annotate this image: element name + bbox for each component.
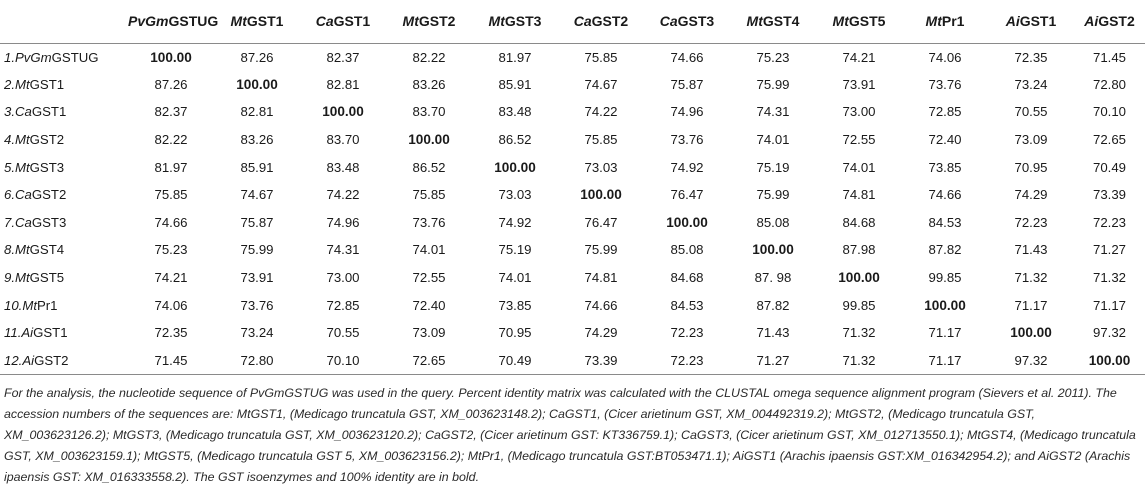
row-label-suffix: GST3: [29, 159, 65, 175]
identity-cell: 75.85: [154, 187, 188, 203]
column-header-suffix: Pr1: [941, 13, 965, 30]
identity-cell: 83.26: [412, 76, 446, 92]
row-label-suffix: GST2: [31, 187, 67, 203]
identity-cell: 84.68: [842, 214, 876, 230]
identity-cell-diagonal: 100.00: [236, 76, 278, 92]
identity-cell: 71.43: [756, 325, 790, 341]
identity-cell: 74.96: [326, 214, 360, 230]
row-label-prefix: 6.Ca: [4, 187, 32, 203]
row-label: [0, 264, 128, 292]
identity-cell: 75.87: [240, 214, 274, 230]
identity-cell: 85.91: [240, 159, 274, 175]
table-row: [0, 126, 1145, 154]
table-row: [0, 264, 1145, 292]
identity-cell: 73.76: [240, 297, 274, 313]
column-header-suffix: GST2: [1098, 13, 1135, 30]
identity-cell: 73.76: [670, 132, 704, 148]
identity-cell: 74.06: [154, 297, 188, 313]
identity-cell: 74.29: [1014, 187, 1048, 203]
identity-cell: 71.17: [902, 347, 988, 375]
column-header: [386, 0, 472, 43]
identity-cell: 74.21: [842, 49, 876, 65]
identity-cell: 85.91: [498, 76, 532, 92]
identity-cell: 75.19: [498, 242, 532, 258]
table-row: [0, 236, 1145, 264]
identity-cell: 72.40: [928, 132, 962, 148]
row-label-suffix: GST4: [29, 242, 65, 258]
column-header-prefix: Mt: [230, 13, 247, 30]
identity-cell: 74.01: [412, 242, 446, 258]
identity-cell: 75.99: [756, 76, 790, 92]
table-row: [0, 98, 1145, 126]
identity-cell: 73.39: [558, 347, 644, 375]
row-label: [0, 71, 128, 99]
identity-cell: 74.92: [498, 214, 532, 230]
identity-cell: 99.85: [928, 270, 962, 286]
identity-cell: 74.22: [326, 187, 360, 203]
column-header-suffix: GST2: [418, 13, 456, 30]
column-header-prefix: Ai: [1005, 13, 1020, 30]
identity-cell: 97.32: [988, 347, 1074, 375]
row-label-prefix: 12.Ai: [4, 352, 35, 368]
table-header-row: [0, 0, 1145, 43]
identity-cell-diagonal: 100.00: [1074, 347, 1145, 375]
identity-cell: 70.95: [1014, 159, 1048, 175]
identity-cell: 75.23: [756, 49, 790, 65]
column-header-prefix: Mt: [402, 13, 419, 30]
identity-cell: 73.91: [240, 270, 274, 286]
identity-cell: 73.24: [240, 325, 274, 341]
identity-cell: 87.26: [154, 76, 188, 92]
column-header-suffix: GST3: [677, 13, 715, 30]
identity-cell-diagonal: 100.00: [666, 214, 708, 230]
identity-cell: 83.48: [498, 104, 532, 120]
identity-cell: 73.85: [498, 297, 532, 313]
identity-cell: 72.35: [1014, 49, 1048, 65]
identity-cell: 72.65: [1092, 132, 1126, 148]
identity-cell: 72.35: [154, 325, 188, 341]
identity-cell: 72.85: [928, 104, 962, 120]
identity-cell: 74.01: [842, 159, 876, 175]
identity-cell: 72.23: [670, 325, 704, 341]
row-label: [0, 291, 128, 319]
column-header-prefix: Ai: [1084, 13, 1099, 30]
identity-cell-diagonal: 100.00: [494, 159, 536, 175]
row-label-suffix: GST2: [29, 132, 65, 148]
identity-cell-diagonal: 100.00: [150, 49, 192, 65]
identity-cell: 74.81: [584, 270, 618, 286]
identity-cell: 71.32: [842, 325, 876, 341]
row-label-suffix: GST5: [29, 270, 65, 286]
identity-cell: 71.27: [1092, 242, 1126, 258]
column-header-suffix: GST5: [848, 13, 886, 30]
identity-cell: 74.01: [756, 132, 790, 148]
row-label: [0, 347, 128, 375]
identity-cell: 74.21: [154, 270, 188, 286]
row-label: [0, 319, 128, 347]
identity-cell: 85.08: [670, 242, 704, 258]
row-label-prefix: 9.Mt: [4, 270, 30, 286]
table-row: [0, 43, 1145, 71]
identity-cell: 82.22: [154, 132, 188, 148]
identity-cell: 74.81: [842, 187, 876, 203]
row-label-prefix: 10.Mt: [4, 297, 37, 313]
identity-cell: 73.00: [326, 270, 360, 286]
identity-cell: 87.98: [842, 242, 876, 258]
row-label: [0, 209, 128, 237]
identity-cell: 87.82: [756, 297, 790, 313]
column-header: [644, 0, 730, 43]
row-label-prefix: 1.PvGm: [4, 49, 52, 65]
identity-cell: 75.85: [412, 187, 446, 203]
identity-cell: 74.31: [326, 242, 360, 258]
column-header: [300, 0, 386, 43]
identity-cell: 73.03: [584, 159, 618, 175]
row-label: [0, 126, 128, 154]
identity-cell: 71.32: [1014, 270, 1048, 286]
row-label-prefix: 5.Mt: [4, 159, 30, 175]
identity-cell: 74.01: [498, 270, 532, 286]
identity-cell: 75.85: [584, 49, 618, 65]
row-label-suffix: GST2: [34, 352, 69, 368]
identity-cell-diagonal: 100.00: [1010, 325, 1052, 341]
column-header: [128, 0, 219, 43]
identity-cell: 74.66: [928, 187, 962, 203]
table-row: [0, 181, 1145, 209]
identity-cell: 74.92: [670, 159, 704, 175]
identity-cell: 72.80: [214, 347, 300, 375]
identity-cell: 75.19: [756, 159, 790, 175]
identity-cell: 83.70: [412, 104, 446, 120]
identity-cell: 70.55: [326, 325, 360, 341]
table-row: [0, 319, 1145, 347]
identity-cell: 75.99: [756, 187, 790, 203]
column-header: [558, 0, 644, 43]
identity-cell: 72.23: [644, 347, 730, 375]
identity-cell: 83.70: [326, 132, 360, 148]
identity-cell: 74.66: [670, 49, 704, 65]
column-header-suffix: GST4: [762, 13, 800, 30]
column-header-prefix: Ca: [573, 13, 592, 30]
identity-cell: 74.29: [584, 325, 618, 341]
column-header-prefix: Ca: [315, 13, 334, 30]
column-header-suffix: GST1: [333, 13, 371, 30]
identity-cell: 71.17: [1014, 297, 1048, 313]
identity-cell: 70.10: [1092, 104, 1126, 120]
identity-cell: 97.32: [1092, 325, 1126, 341]
row-label-prefix: 8.Mt: [4, 242, 30, 258]
identity-cell: 87.82: [928, 242, 962, 258]
identity-cell: 82.81: [326, 76, 360, 92]
identity-cell: 82.22: [412, 49, 446, 65]
identity-cell: 71.32: [1092, 270, 1126, 286]
table-row: [0, 347, 1145, 375]
identity-cell: 71.17: [928, 325, 962, 341]
identity-cell: 71.27: [730, 347, 816, 375]
identity-cell: 70.10: [300, 347, 386, 375]
header-corner: [0, 0, 128, 43]
column-header: [472, 0, 558, 43]
identity-cell: 75.87: [670, 76, 704, 92]
table-footnote: For the analysis, the nucleotide sequence of PvGmGSTUG was used in the query. Percent identity matrix was calculated with the CLUSTAL omega sequence alignment program (Sievers et al. 2011). The accession numbers of the sequences are: MtGST1, (Medicago truncatula GST, XM_003623148.2); CaGST1, (Cicer arietinum GST, XM_004492319.2); MtGST2, (Medicago truncatula GST, XM_003623126.2); MtGST3, (Medicago truncatula GST, XM_003623120.2); CaGST2, (Cicer arietinum GST: KT336759.1); CaGST3, (Cicer arietinum GST, XM_012713550.1); MtGST4, (Medicago truncatula GST, XM_003623159.1); MtGST5, (Medicago truncatula GST 5, XM_003623156.2); MtPr1, (Medicago truncatula GST:BT053471.1); AiGST1 (Arachis ipaensis GST:XM_016342954.2); and AiGST2 (Arachis ipaensis GST: XM_016333558.2). The GST isoenzymes and 100% identity are in bold.: [4, 386, 1136, 484]
column-header-suffix: GSTUG: [168, 13, 219, 30]
row-label-prefix: 7.Ca: [4, 214, 32, 230]
identity-cell: 73.24: [1014, 76, 1048, 92]
row-label-prefix: 2.Mt: [4, 76, 30, 92]
identity-cell-diagonal: 100.00: [924, 297, 966, 313]
identity-cell: 86.52: [498, 132, 532, 148]
identity-cell: 73.85: [928, 159, 962, 175]
column-header-prefix: Mt: [746, 13, 763, 30]
identity-cell: 75.85: [584, 132, 618, 148]
column-header-prefix: Mt: [832, 13, 849, 30]
row-label-prefix: 3.Ca: [4, 104, 32, 120]
table-row: [0, 291, 1145, 319]
identity-cell: 73.09: [412, 325, 446, 341]
column-header: [902, 0, 988, 43]
row-label-suffix: GST3: [31, 214, 67, 230]
column-header: [214, 0, 300, 43]
identity-cell: 71.45: [128, 347, 214, 375]
identity-cell: 74.06: [928, 49, 962, 65]
column-header: [1074, 0, 1145, 43]
identity-cell: 75.23: [154, 242, 188, 258]
identity-cell: 73.03: [498, 187, 532, 203]
identity-cell: 85.08: [756, 214, 790, 230]
identity-cell: 72.85: [326, 297, 360, 313]
row-label-prefix: 11.Ai: [4, 325, 34, 341]
identity-cell: 87. 98: [754, 270, 792, 286]
identity-cell: 71.17: [1092, 297, 1126, 313]
identity-cell: 74.67: [584, 76, 618, 92]
column-header-suffix: GST3: [504, 13, 542, 30]
identity-cell: 82.37: [326, 49, 360, 65]
identity-cell: 70.49: [1092, 159, 1126, 175]
table-row: [0, 209, 1145, 237]
identity-cell: 99.85: [842, 297, 876, 313]
identity-cell: 73.91: [842, 76, 876, 92]
identity-cell: 84.53: [670, 297, 704, 313]
row-label-prefix: 4.Mt: [4, 132, 30, 148]
column-header-prefix: PvGm: [128, 13, 169, 30]
row-label-suffix: GST1: [29, 76, 65, 92]
column-header: [988, 0, 1074, 43]
identity-cell: 84.53: [928, 214, 962, 230]
identity-cell: 74.67: [240, 187, 274, 203]
identity-cell: 81.97: [498, 49, 532, 65]
identity-cell: 72.23: [1014, 214, 1048, 230]
row-label: [0, 236, 128, 264]
column-header: [816, 0, 902, 43]
identity-cell-diagonal: 100.00: [322, 104, 364, 120]
identity-cell: 87.26: [240, 49, 274, 65]
identity-cell: 74.66: [154, 214, 188, 230]
identity-cell: 70.55: [1014, 104, 1048, 120]
column-header-suffix: GST1: [246, 13, 284, 30]
table-row: [0, 71, 1145, 99]
row-label-suffix: GSTUG: [51, 49, 99, 65]
identity-cell: 74.66: [584, 297, 618, 313]
identity-cell: 72.65: [386, 347, 472, 375]
identity-cell: 71.32: [816, 347, 902, 375]
identity-cell: 76.47: [670, 187, 704, 203]
column-header-prefix: Mt: [488, 13, 505, 30]
identity-cell: 74.96: [670, 104, 704, 120]
identity-cell: 73.39: [1092, 187, 1126, 203]
identity-cell: 83.26: [240, 132, 274, 148]
identity-cell: 72.23: [1092, 214, 1126, 230]
row-label-suffix: GST1: [31, 104, 67, 120]
row-label-suffix: GST1: [33, 325, 68, 341]
identity-cell: 72.80: [1092, 76, 1126, 92]
identity-cell: 73.76: [412, 214, 446, 230]
table-body: [0, 43, 1145, 374]
identity-cell: 84.68: [670, 270, 704, 286]
identity-cell: 73.00: [842, 104, 876, 120]
column-header-prefix: Ca: [659, 13, 678, 30]
identity-cell: 73.76: [928, 76, 962, 92]
identity-cell: 75.99: [584, 242, 618, 258]
identity-cell: 75.99: [240, 242, 274, 258]
identity-cell: 72.55: [842, 132, 876, 148]
identity-cell-diagonal: 100.00: [838, 270, 880, 286]
identity-cell: 76.47: [584, 214, 618, 230]
identity-cell: 81.97: [154, 159, 188, 175]
identity-cell-diagonal: 100.00: [408, 132, 450, 148]
identity-cell: 74.22: [584, 104, 618, 120]
row-label: [0, 98, 128, 126]
identity-cell: 70.49: [472, 347, 558, 375]
identity-cell: 86.52: [412, 159, 446, 175]
column-header-suffix: GST1: [1019, 13, 1057, 30]
identity-cell: 74.31: [756, 104, 790, 120]
identity-cell: 83.48: [326, 159, 360, 175]
identity-cell: 71.43: [1014, 242, 1048, 258]
identity-cell: 82.37: [154, 104, 188, 120]
identity-cell: 71.45: [1092, 49, 1126, 65]
identity-cell: 72.40: [412, 297, 446, 313]
column-header-prefix: Mt: [925, 13, 942, 30]
row-label-suffix: Pr1: [36, 297, 58, 313]
identity-cell: 82.81: [240, 104, 274, 120]
column-header-suffix: GST2: [591, 13, 629, 30]
identity-cell-diagonal: 100.00: [752, 242, 794, 258]
table-row: [0, 153, 1145, 181]
identity-cell-diagonal: 100.00: [580, 187, 622, 203]
column-header: [730, 0, 816, 43]
identity-cell: 70.95: [498, 325, 532, 341]
identity-cell: 73.09: [1014, 132, 1048, 148]
row-label: [0, 181, 128, 209]
row-label: [0, 153, 128, 181]
identity-cell: 72.55: [412, 270, 446, 286]
row-label: [0, 43, 128, 71]
